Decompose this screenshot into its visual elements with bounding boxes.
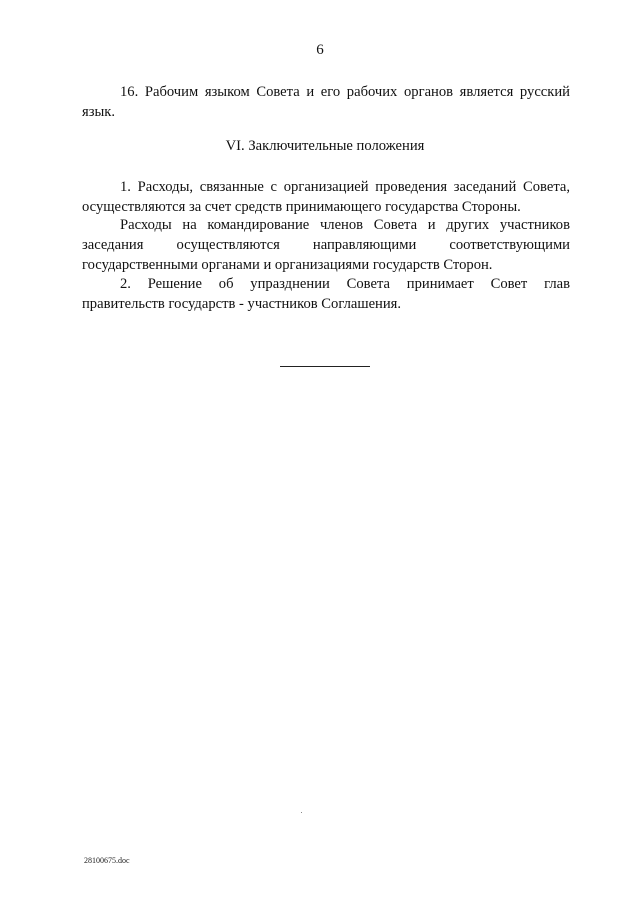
paragraph-expenses-2-line-2: заседания осуществляются направляющими соответствующими [82, 237, 570, 253]
paragraph-16 [82, 82, 570, 122]
scan-speck [301, 812, 302, 813]
paragraph-expenses-1-line-1: 1. Расходы, связанные с организацией проведения заседаний Совета, [120, 179, 570, 195]
paragraph-expenses-2 [82, 215, 570, 275]
page-number: 6 [316, 42, 324, 58]
paragraph-expenses-2-line-1: Расходы на командирование членов Совета и других участников [120, 217, 570, 233]
section-heading: VI. Заключительные положения [225, 138, 425, 154]
paragraph-16-line-2: язык. [82, 104, 116, 120]
paragraph-16-line-1: 16. Рабочим языком Совета и его рабочих органов является русский [120, 84, 570, 100]
paragraph-expenses-1 [82, 177, 570, 217]
paragraph-expenses-1-line-2: осуществляются за счет средств принимающего государства Стороны. [82, 199, 521, 215]
paragraph-abolition [82, 274, 570, 314]
paragraph-abolition-line-2: правительств государств - участников Соглашения. [82, 296, 402, 312]
paragraph-expenses-2-line-3: государственными органами и организациями государств Сторон. [82, 257, 493, 273]
file-code: 28100675.doc [84, 856, 130, 865]
paragraph-abolition-line-1: 2. Решение об упразднении Совета принимает Совет глав [120, 276, 570, 292]
end-separator-line [280, 366, 370, 367]
